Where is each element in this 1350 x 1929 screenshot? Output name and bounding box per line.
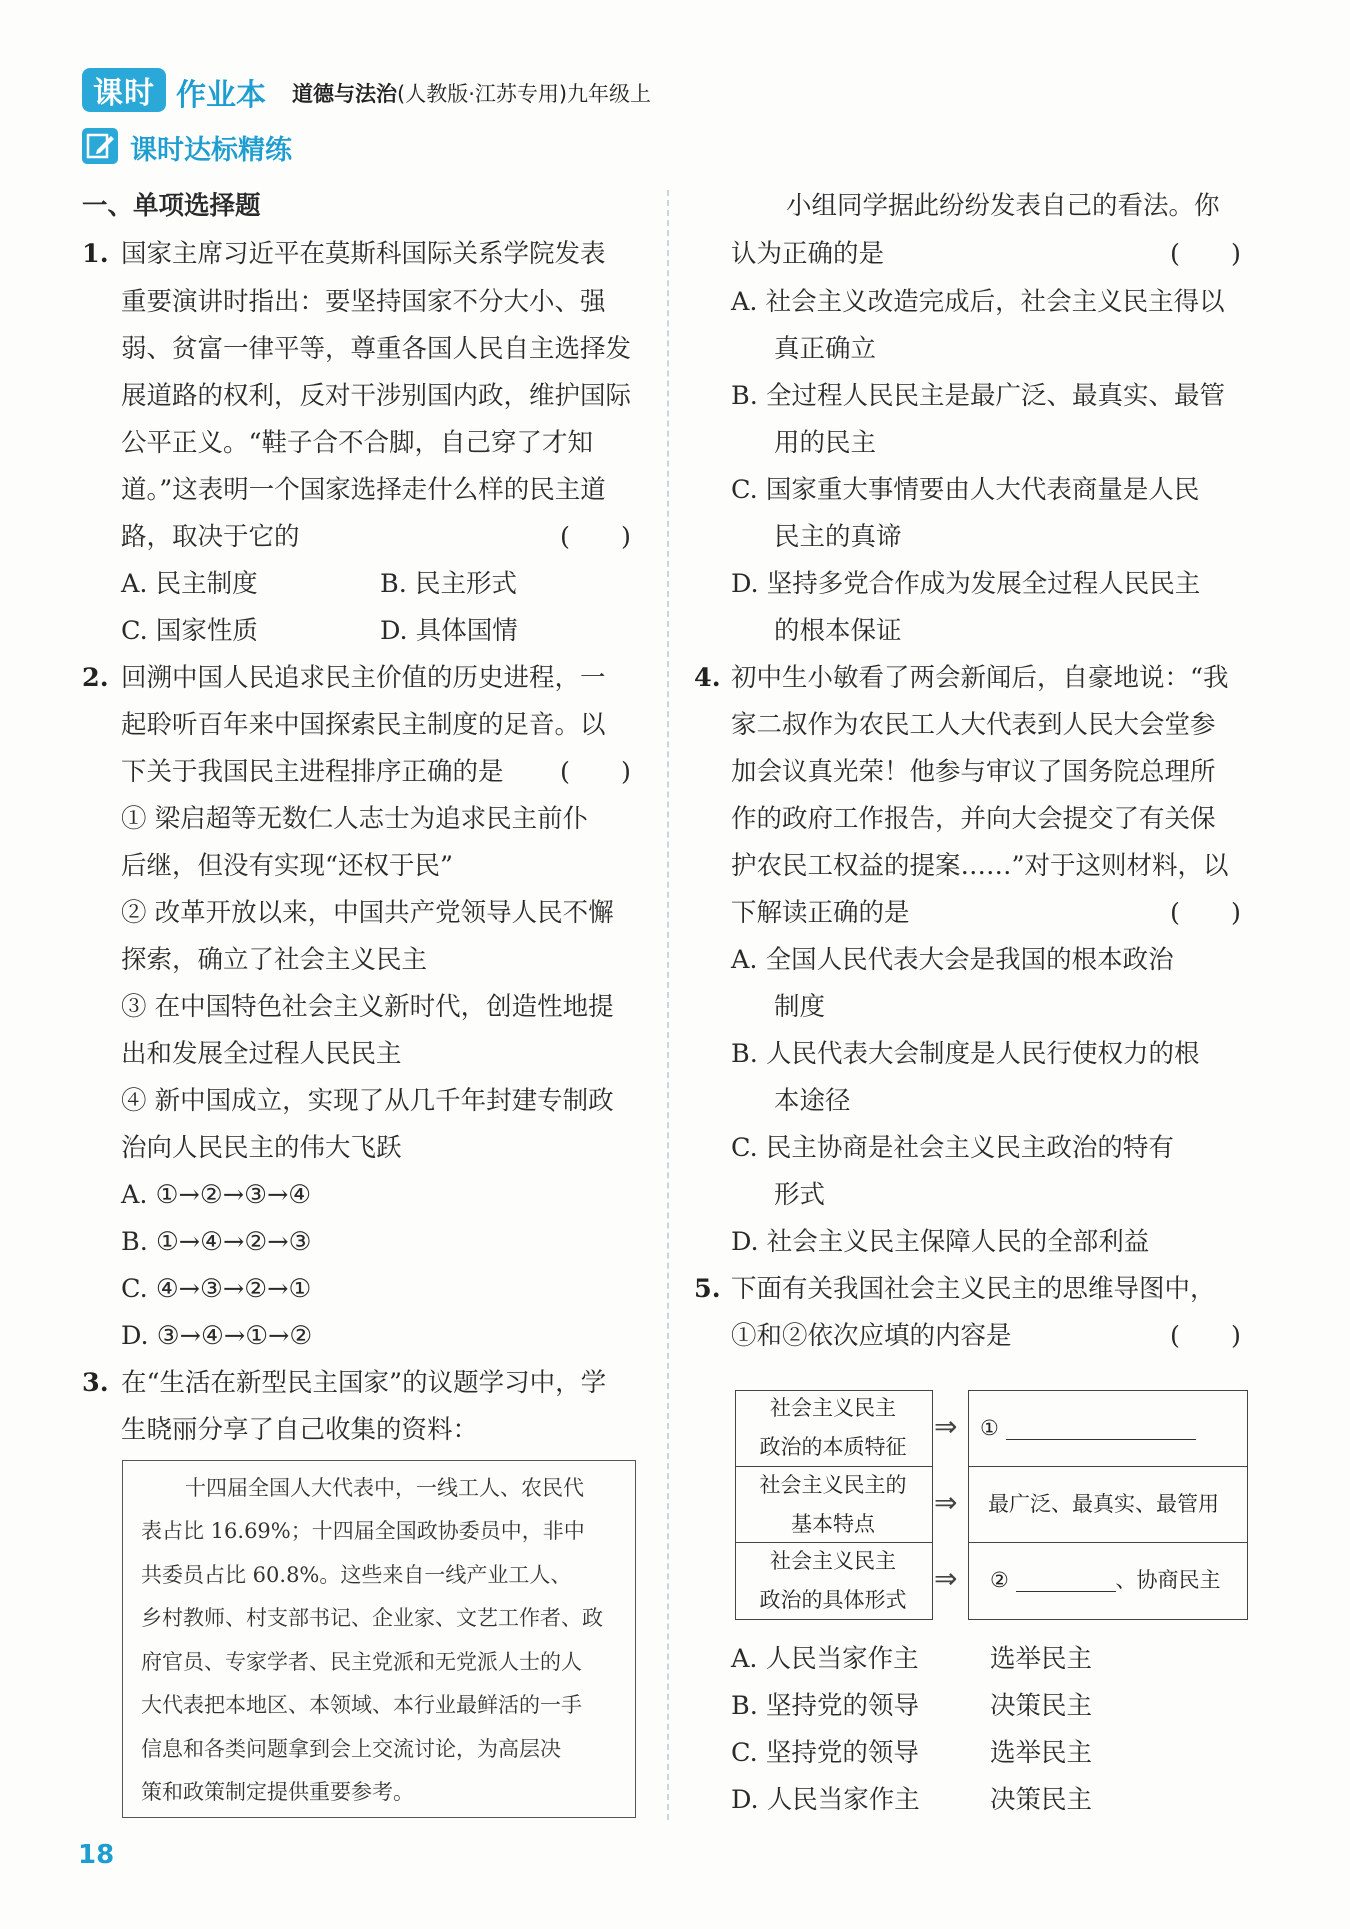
option-text-cont: 制度 <box>774 992 826 1022</box>
option-c-second: 选举民主 <box>990 1738 1093 1768</box>
right-arrow-icon: ⇒ <box>934 1562 958 1595</box>
q4-line: 护农民工权益的提案……”对于这则材料，以 <box>731 851 1229 881</box>
q3-cont-line: 小组同学据此纷纷发表自己的看法。你 <box>786 191 1220 221</box>
q4-line: 下解读正确的是 <box>731 898 910 928</box>
option-a[interactable]: A. 民主制度 <box>121 569 258 599</box>
q3-line: 生晓丽分享了自己收集的资料： <box>121 1415 479 1445</box>
option-b[interactable]: B. 全过程人民民主是最广泛、最真实、最管 <box>731 381 1225 411</box>
material-line: 大代表把本地区、本领域、本行业最鲜活的一手 <box>141 1693 582 1717</box>
option-d-second: 决策民主 <box>990 1785 1093 1815</box>
q3-line: 在“生活在新型民主国家”的议题学习中，学 <box>121 1368 607 1398</box>
answer-bracket[interactable]: ( ) <box>1170 239 1241 269</box>
q5-line: 下面有关我国社会主义民主的思维导图中， <box>731 1274 1216 1304</box>
option-a[interactable]: A. 社会主义改造完成后，社会主义民主得以 <box>731 287 1225 317</box>
option-b[interactable]: B. ①→④→②→③ <box>121 1227 312 1257</box>
option-b[interactable]: B. 坚持党的领导 <box>731 1691 919 1721</box>
pencil-note-icon <box>82 128 118 164</box>
material-line: 信息和各类问题拿到会上交流讨论，为高层决 <box>141 1737 561 1761</box>
blank-2-suffix: 、协商民主 <box>1115 1568 1221 1592</box>
blank-2[interactable] <box>990 1565 1221 1595</box>
q1-line: 国家主席习近平在莫斯科国际关系学院发表 <box>121 239 606 269</box>
q2-item: ④ 新中国成立，实现了从几千年封建专制政 <box>121 1086 614 1116</box>
answer-bracket[interactable]: ( ) <box>1170 1321 1241 1351</box>
q1-line: 展道路的权利，反对干涉别国内政，维护国际 <box>121 381 632 411</box>
option-a[interactable]: A. ①→②→③→④ <box>121 1180 312 1210</box>
page-number: 18 <box>78 1840 115 1870</box>
q4-line: 家二叔作为农民工人大代表到人民大会堂参 <box>731 710 1216 740</box>
material-line: 策和政策制定提供重要参考。 <box>141 1780 414 1804</box>
option-c[interactable]: C. ④→③→②→① <box>121 1274 312 1304</box>
option-c[interactable]: C. 国家重大事情要由人大代表商量是人民 <box>731 475 1200 505</box>
q2-item: 后继，但没有实现“还权于民” <box>121 851 454 881</box>
option-c[interactable]: C. 国家性质 <box>121 616 258 646</box>
subject: 道德与法治 <box>292 82 397 106</box>
question-number: 2. <box>82 663 109 693</box>
diagram-left-label: 基本特点 <box>791 1512 875 1536</box>
q4-line: 初中生小敏看了两会新闻后，自豪地说：“我 <box>731 663 1229 693</box>
material-line: 乡村教师、村支部书记、企业家、文艺工作者、政 <box>141 1606 603 1630</box>
brand-logo: 课时 <box>82 68 166 112</box>
question-number: 4. <box>694 663 721 693</box>
option-d[interactable]: D. 坚持多党合作成为发展全过程人民民主 <box>731 569 1201 599</box>
q1-line: 弱、贫富一律平等，尊重各国人民自主选择发 <box>121 334 632 364</box>
book-title <box>292 78 651 108</box>
q2-line: 回溯中国人民追求民主价值的历史进程，一 <box>121 663 606 693</box>
option-b[interactable]: B. 民主形式 <box>380 569 517 599</box>
material-line: 十四届全国人大代表中，一线工人、农民代 <box>185 1476 584 1500</box>
option-text-cont: 用的民主 <box>774 428 877 458</box>
blank-1-line[interactable] <box>1006 1419 1196 1440</box>
question-number: 5. <box>694 1274 721 1304</box>
answer-bracket[interactable]: ( ) <box>1170 898 1241 928</box>
diagram-left-label: 社会主义民主 <box>770 1396 896 1420</box>
right-arrow-icon: ⇒ <box>934 1410 958 1443</box>
brand-name: 作业本 <box>176 78 266 113</box>
material-line: 共委员占比 60.8%。这些来自一线产业工人、 <box>141 1563 572 1587</box>
option-c[interactable]: C. 坚持党的领导 <box>731 1738 919 1768</box>
option-b-second: 决策民主 <box>990 1691 1093 1721</box>
blank-1-marker: ① <box>980 1416 999 1440</box>
q1-line: 公平正义。“鞋子合不合脚，自己穿了才知 <box>121 428 594 458</box>
q4-line: 作的政府工作报告，并向大会提交了有关保 <box>731 804 1216 834</box>
option-d[interactable]: D. 社会主义民主保障人民的全部利益 <box>731 1227 1150 1257</box>
option-a[interactable]: A. 人民当家作主 <box>731 1644 919 1674</box>
q5-line: ①和②依次应填的内容是 <box>731 1321 1012 1351</box>
q2-item: ② 改革开放以来，中国共产党领导人民不懈 <box>121 898 614 928</box>
blank-2-marker: ② <box>990 1568 1009 1592</box>
option-d[interactable]: D. ③→④→①→② <box>121 1321 313 1351</box>
option-d[interactable]: D. 具体国情 <box>380 616 518 646</box>
q2-item: 出和发展全过程人民民主 <box>121 1039 402 1069</box>
diagram-left-label: 政治的本质特征 <box>759 1435 907 1459</box>
q2-item: ① 梁启超等无数仁人志士为追求民主前仆 <box>121 804 589 834</box>
blank-2-line[interactable] <box>1016 1571 1116 1592</box>
blank-1[interactable] <box>980 1413 1196 1443</box>
answer-bracket[interactable]: ( ) <box>560 522 631 552</box>
material-line: 府官员、专家学者、民主党派和无党派人士的人 <box>141 1650 582 1674</box>
right-arrow-icon: ⇒ <box>934 1486 958 1519</box>
question-number: 3. <box>82 1368 109 1398</box>
option-text-cont: 的根本保证 <box>774 616 902 646</box>
q2-line: 起聆听百年来中国探索民主制度的足音。以 <box>121 710 606 740</box>
diagram-left-label: 社会主义民主的 <box>759 1473 907 1497</box>
q3-cont-line: 认为正确的是 <box>731 239 885 269</box>
q1-line: 路，取决于它的 <box>121 522 300 552</box>
option-c[interactable]: C. 民主协商是社会主义民主政治的特有 <box>731 1133 1174 1163</box>
option-d[interactable]: D. 人民当家作主 <box>731 1785 920 1815</box>
diagram-left-label: 社会主义民主 <box>770 1549 896 1573</box>
option-text-cont: 本途径 <box>774 1086 851 1116</box>
diagram-left-label: 政治的具体形式 <box>759 1588 907 1612</box>
q2-line: 下关于我国民主进程排序正确的是 <box>121 757 504 787</box>
option-a-second: 选举民主 <box>990 1644 1093 1674</box>
q2-item: 探索，确立了社会主义民主 <box>121 945 428 975</box>
q4-line: 加会议真光荣！他参与审议了国务院总理所 <box>731 757 1216 787</box>
question-number: 1. <box>82 239 109 269</box>
q2-item: 治向人民民主的伟大飞跃 <box>121 1133 402 1163</box>
section-heading: 一、单项选择题 <box>82 191 261 221</box>
section-title: 课时达标精练 <box>130 135 292 166</box>
option-text-cont: 形式 <box>774 1180 826 1210</box>
material-line: 表占比 16.69%；十四届全国政协委员中，非中 <box>141 1519 585 1543</box>
diagram-right-label: 最广泛、最真实、最管用 <box>988 1492 1219 1516</box>
answer-bracket[interactable]: ( ) <box>560 757 631 787</box>
edition: (人教版·江苏专用)九年级上 <box>397 82 652 106</box>
option-a[interactable]: A. 全国人民代表大会是我国的根本政治 <box>731 945 1174 975</box>
option-b[interactable]: B. 人民代表大会制度是人民行使权力的根 <box>731 1039 1200 1069</box>
option-text-cont: 真正确立 <box>774 334 877 364</box>
column-divider <box>667 190 669 1820</box>
q1-line: 道。”这表明一个国家选择走什么样的民主道 <box>121 475 606 505</box>
q1-line: 重要演讲时指出：要坚持国家不分大小、强 <box>121 287 606 317</box>
option-text-cont: 民主的真谛 <box>774 522 902 552</box>
q2-item: ③ 在中国特色社会主义新时代，创造性地提 <box>121 992 614 1022</box>
